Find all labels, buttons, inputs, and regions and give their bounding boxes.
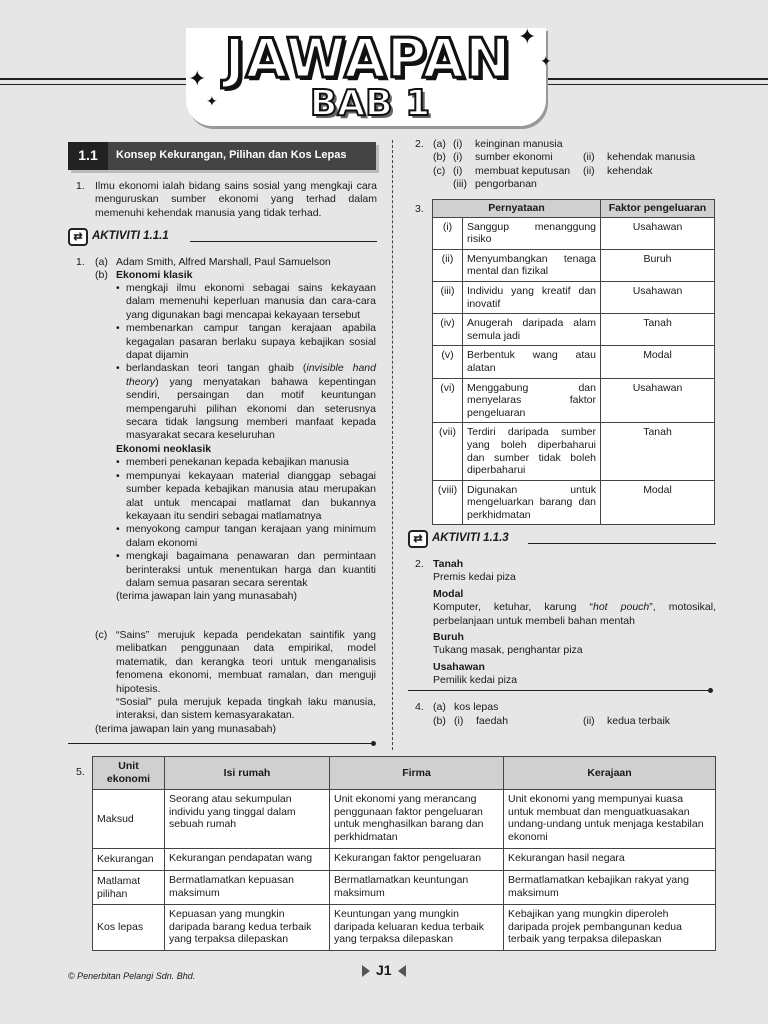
economic-unit-table — [92, 756, 716, 951]
col-header: Kerajaan — [504, 757, 716, 790]
list-item: • berlandaskan teori tangan ghaib (invisible hand theory) yang menyatakan bahawa kepentingan sendiri, persaingan dan motif keuntungan mempengaruhi pilihan ekonomi dan seterusnya secara tidak langsung memberi manfaat kepada masyarakat secara keseluruhan — [116, 362, 376, 442]
q4-b-label: (b) — [433, 715, 446, 727]
col-header: Faktor pengeluaran — [601, 200, 715, 218]
list-item: • mempunyai kekayaan material dianggap sebagai sumber kepada kebajikan manusia atau merupakan alat untuk mencapai matlamat dan bukannya kekayaan itu sendiri sebagai matlamatnya — [116, 470, 376, 524]
c-text-2: “Sosial” pula merujuk kepada tingkah laku manusia, interaksi, dan sistem kemasyarakatan. — [116, 696, 376, 722]
table-row: (v) Berbentuk wang atau alatan Modal — [433, 346, 715, 378]
table-row: (vi) Menggabung dan menyelaras faktor pengeluaran Usahawan — [433, 378, 715, 423]
list-item: • mengkaji bagaimana penawaran dan permintaan berinteraksi untuk menentukan harga dan kuantiti dalam semua pasaran secara serentak — [116, 550, 376, 590]
tanah-text: Premis kedai piza — [433, 571, 516, 584]
q4-a-label: (a) — [433, 701, 446, 713]
q4-b-ii: (ii) — [583, 715, 595, 727]
triangle-right-icon — [362, 965, 370, 977]
section-number: 1.1 — [68, 142, 108, 170]
q4-b-i: (i) — [454, 715, 464, 727]
list-item: • memberi penekanan kepada kebajikan manusia — [116, 456, 376, 469]
activity-icon: ⇄ — [408, 530, 428, 548]
sparkle-icon: ✦ — [518, 24, 537, 49]
list-item: • membenarkan campur tangan kerajaan apabila kegagalan pasaran berlaku supaya kebajikan sosial dapat dijamin — [116, 322, 376, 362]
page-title: JAWAPAN — [224, 27, 512, 90]
table-row: Maksud Seorang atau sekumpulan individu yang tinggal dalam sebuah rumah Unit ekonomi yang merancang penggunaan faktor pengeluaran untuk menghasilkan barang dan perkhidmatan Unit ekonomi yang mempunyai kuasa untuk membuat dan menguatkuasakan undang-undang untuk menjaga kestabilan ekonomi — [93, 790, 716, 849]
q4-b-i-text: faedah — [476, 715, 509, 727]
q2-row: (c) (i) membuat keputusan (ii) kehendak — [433, 164, 653, 177]
col-header: Firma — [330, 757, 504, 790]
buruh-heading: Buruh — [433, 631, 464, 644]
publisher-credit: © Penerbitan Pelangi Sdn. Bhd. — [68, 971, 196, 981]
col-header: Isi rumah — [165, 757, 330, 790]
q2-row: (a) (i) keinginan manusia — [433, 138, 563, 150]
a1-a-text: Adam Smith, Alfred Marshall, Paul Samuelson — [116, 256, 331, 268]
q2-row: (iii) pengorbanan — [453, 178, 537, 191]
activity-label: AKTIVITI 1.1.3 — [432, 532, 509, 545]
header-rule-right-2 — [545, 84, 768, 85]
column-divider — [392, 140, 393, 750]
note: (terima jawapan lain yang munasabah) — [95, 723, 276, 735]
list-item: • menyokong campur tangan kerajaan yang minimum dalam ekonomi — [116, 523, 376, 550]
tanah-heading: Tanah — [433, 558, 464, 570]
factor-table — [432, 199, 715, 525]
a1-c-label: (c) — [95, 629, 108, 641]
table-row: Kos lepas Kepuasan yang mungkin daripada barang kedua terbaik yang terpaksa dilepaskan Keuntungan yang mungkin daripada keluaran kedua terbaik yang terpaksa dilepaskan Kebajikan yang mungkin diperoleh daripada projek pembangunan kedua terbaik yang terpaksa dilepaskan — [93, 905, 716, 951]
activity-rule — [528, 543, 716, 544]
a3-answers — [433, 558, 716, 688]
sparkle-icon: ✦ — [188, 66, 207, 91]
usahawan-heading: Usahawan — [433, 660, 485, 673]
table-row: (viii) Digunakan untuk mengeluarkan barang dan perkhidmatan Modal — [433, 480, 715, 525]
q4-b-ii-text: kedua terbaik — [607, 715, 671, 727]
q5-num: 5. — [76, 766, 85, 778]
section-title: Konsep Kekurangan, Pilihan dan Kos Lepas — [116, 149, 347, 162]
a1-c-text — [116, 629, 376, 723]
col-header: Unit ekonomi — [93, 757, 165, 790]
a3-num: 2. — [415, 558, 424, 570]
activity-icon: ⇄ — [68, 228, 88, 246]
q2-num: 2. — [415, 138, 424, 150]
buruh-text: Tukang masak, penghantar piza — [433, 644, 583, 657]
klasik-list — [116, 282, 376, 604]
end-rule — [68, 743, 373, 744]
a1-a-label: (a) — [95, 256, 108, 268]
table-row: Matlamat pilihan Bermatlamatkan kepuasan maksimum Bermatlamatkan keuntungan maksimum Bermatlamatkan kebajikan rakyat yang maksimum — [93, 871, 716, 905]
table-header-row — [433, 200, 715, 218]
note: (terima jawapan lain yang munasabah) — [116, 590, 297, 603]
col-header: Pernyataan — [433, 200, 601, 218]
section-header — [68, 142, 376, 170]
table-row: (iv) Anugerah daripada alam semula jadi Tanah — [433, 314, 715, 346]
a1-num: 1. — [76, 256, 85, 268]
klasik-heading: Ekonomi klasik — [116, 269, 193, 281]
header-rule-right — [545, 78, 768, 80]
header-rule-left — [0, 78, 190, 80]
a1-b-label: (b) — [95, 269, 108, 281]
q4-num: 4. — [415, 701, 424, 713]
page-number-text: J1 — [376, 962, 392, 978]
q2-rows — [433, 138, 733, 192]
activity-label: AKTIVITI 1.1.1 — [92, 230, 169, 243]
q2-row: (b) (i) sumber ekonomi (ii) kehendak manusia — [433, 151, 696, 164]
q1-intro-num: 1. — [76, 180, 85, 192]
list-item: • mengkaji ilmu ekonomi sebagai sains kekayaan dalam memenuhi keperluan manusia dan cara-cara yang digunakan bagi mencapai kekayaan tersebut — [116, 282, 376, 322]
activity-heading-3 — [408, 530, 509, 548]
neoklasik-heading: Ekonomi neoklasik — [116, 442, 212, 455]
sparkle-icon: ✦ — [540, 53, 552, 69]
end-rule — [408, 690, 710, 691]
table-row: (i) Sanggup menanggung risiko Usahawan — [433, 217, 715, 249]
table-row: (ii) Menyumbangkan tenaga mental dan fizikal Buruh — [433, 249, 715, 281]
activity-rule — [190, 241, 377, 242]
modal-heading: Modal — [433, 587, 464, 600]
sparkle-icon: ✦ — [206, 93, 218, 109]
chapter-label: BAB 1 — [309, 83, 431, 124]
triangle-left-icon — [398, 965, 406, 977]
table-header-row — [93, 757, 716, 790]
modal-text: Komputer, ketuhar, karung “hot pouch”, motosikal, perbelanjaan untuk membeli bahan mentah — [433, 601, 716, 627]
table-row: (vii) Terdiri daripada sumber yang boleh diperbaharui dan sumber tidak boleh diperbaharui Tanah — [433, 423, 715, 480]
q4-a-text: kos lepas — [454, 701, 499, 713]
activity-heading-1 — [68, 228, 169, 246]
table-row: Kekurangan Kekurangan pendapatan wang Kekurangan faktor pengeluaran Kekurangan hasil negara — [93, 849, 716, 871]
usahawan-text: Pemilik kedai piza — [433, 674, 518, 687]
q1-intro-text: Ilmu ekonomi ialah bidang sains sosial yang mengkaji cara menguruskan sumber ekonomi yang terhad dalam memenuhi kehendak manusia yang tidak terhad. — [95, 180, 377, 219]
page-number — [362, 964, 406, 977]
table-row: (iii) Individu yang kreatif dan inovatif Usahawan — [433, 281, 715, 313]
q3-num: 3. — [415, 203, 424, 215]
c-text: “Sains” merujuk kepada pendekatan saintifik yang melibatkan penggunaan data empirikal, model matematik, dan kerangka teori untuk menganalisis fenomena ekonomi, membuat ramalan, dan menguji hipotesis. — [116, 629, 376, 695]
header-rule-left-2 — [0, 84, 190, 85]
